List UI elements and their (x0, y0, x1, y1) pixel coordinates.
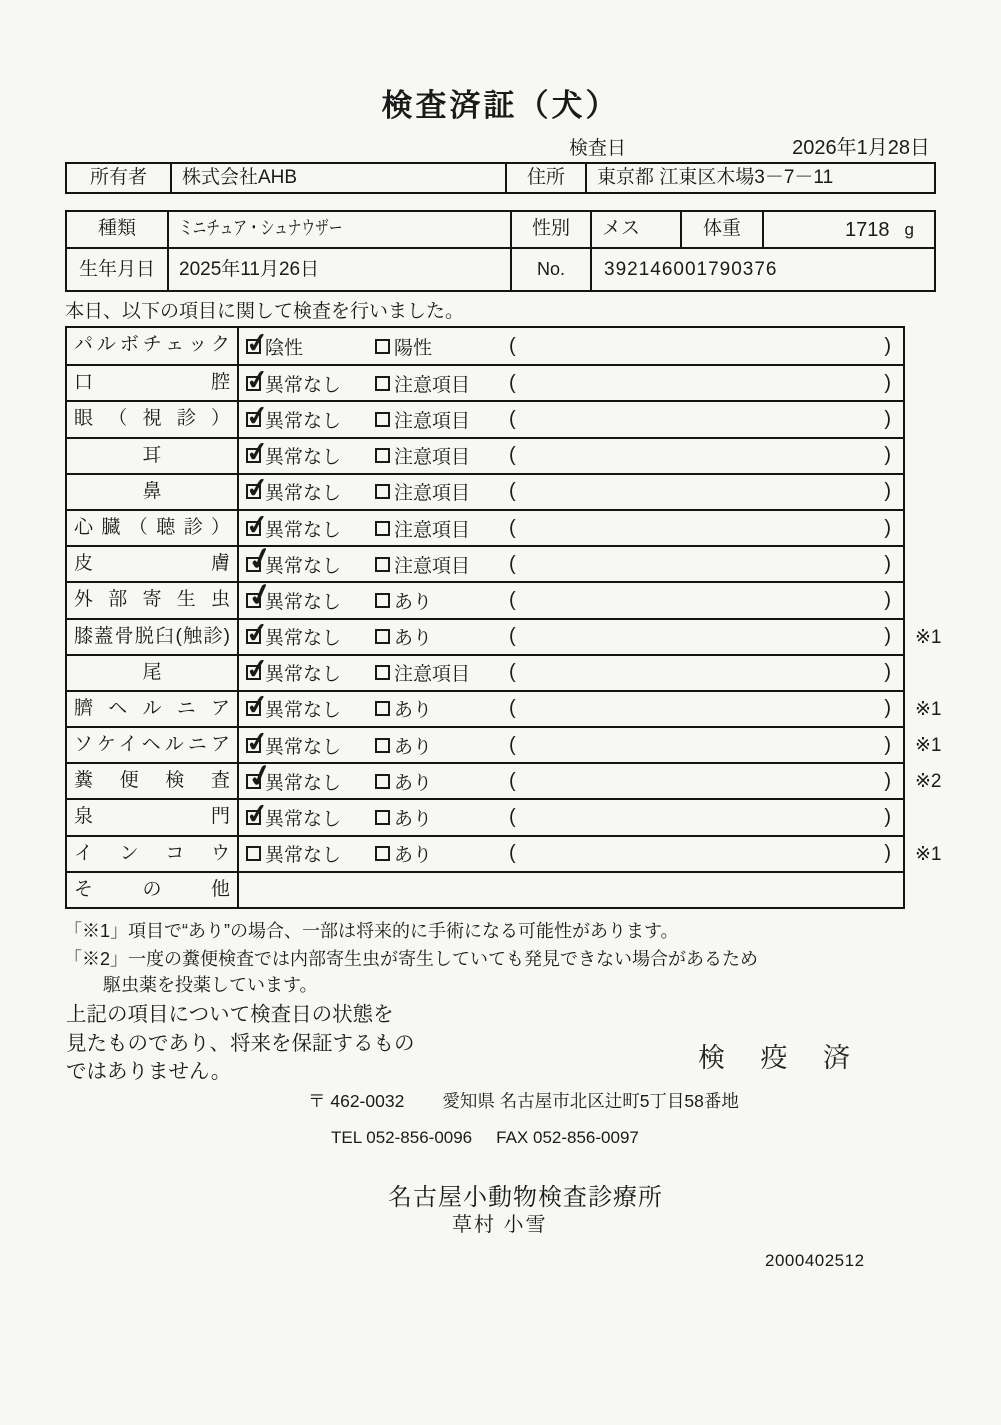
paren-close: ) (884, 842, 891, 865)
address-label: 住所 (507, 164, 587, 192)
checkbox-caution[interactable] (375, 376, 390, 391)
paren-open: ( (509, 588, 516, 611)
inspection-date-label: 検査日 (569, 138, 627, 159)
owner-row (67, 164, 934, 192)
row-content: ✓ 異常なし 注意項目 ( ) (239, 511, 903, 545)
disclaimer-line1: 上記の項目について検査日の状態を (66, 1003, 394, 1026)
checkbox-negative[interactable] (246, 339, 261, 354)
item-label: 泉門 (67, 800, 239, 834)
row-inguinal-hernia (67, 726, 942, 762)
footnote-marker: ※1 (915, 843, 942, 865)
paren-close: ) (884, 806, 891, 829)
checkbox-present[interactable] (375, 629, 390, 644)
row-content: ✓ 異常なし あり ( ) (239, 620, 903, 654)
checkbox-no-abnormality[interactable] (246, 810, 261, 825)
checkbox-present[interactable] (375, 738, 390, 753)
row-inkou (67, 835, 942, 871)
paren-close: ) (884, 444, 891, 467)
item-label: 尾 (67, 656, 239, 690)
paren-open: ( (509, 552, 516, 575)
row-tail (67, 654, 903, 690)
checkbox-no-abnormality[interactable] (246, 521, 261, 536)
clinic-address-line (308, 1088, 739, 1113)
animal-table (65, 210, 936, 292)
checkbox-no-abnormality[interactable] (246, 593, 261, 608)
paren-open: ( (509, 661, 516, 684)
row-external-parasites (67, 581, 903, 617)
paren-open: ( (509, 334, 516, 357)
paren-open: ( (509, 371, 516, 394)
item-label: 臍ヘルニア (67, 692, 239, 726)
item-label: インコウ (67, 837, 239, 871)
weight-unit: g (904, 219, 914, 239)
footnote-2-line2: 駆虫薬を投薬しています。 (103, 975, 318, 995)
row-content: ✓ 異常なし あり ( ) (239, 583, 903, 617)
disclaimer-line3: ではありません。 (66, 1060, 232, 1083)
footnote-marker: ※2 (915, 771, 942, 793)
checkbox-caution[interactable] (375, 448, 390, 463)
checkbox-caution[interactable] (375, 484, 390, 499)
sex-label: 性別 (512, 212, 592, 247)
paren-open: ( (509, 625, 516, 648)
row-content: ✓ 異常なし あり ( ) (239, 764, 903, 798)
paren-open: ( (509, 444, 516, 467)
owner-label: 所有者 (67, 164, 172, 192)
row-content: 異常なし あり ( ) (239, 837, 903, 871)
statement-line: 本日、以下の項目に関して検査を行いました。 (65, 301, 465, 322)
paren-open: ( (509, 697, 516, 720)
item-label: 口腔 (67, 366, 239, 400)
footnote-marker: ※1 (915, 698, 942, 720)
clinic-fax: FAX 052-856-0097 (496, 1128, 639, 1147)
checkbox-no-abnormality[interactable] (246, 665, 261, 680)
item-label: 皮膚 (67, 547, 239, 581)
weight-number: 1718 (845, 218, 890, 241)
item-label: パルボチェック (67, 328, 239, 364)
sex-value: メス (592, 212, 682, 247)
item-label: 心臓（聴診） (67, 511, 239, 545)
row-content: ✓ 異常なし 注意項目 ( ) (239, 475, 903, 509)
paren-open: ( (509, 733, 516, 756)
paren-open: ( (509, 407, 516, 430)
row-ears (67, 437, 903, 473)
row-content-empty (239, 873, 903, 907)
item-label: 鼻 (67, 475, 239, 509)
checkbox-present[interactable] (375, 774, 390, 789)
footnote-2-line1: 「※2」一度の糞便検査では内部寄生虫が寄生していても発見できない場合があるため (64, 949, 759, 969)
clinic-name: 名古屋小動物検査診療所 (388, 1184, 663, 1211)
animal-row-1 (67, 212, 934, 249)
footnote-marker: ※1 (915, 626, 942, 648)
footnote-marker: ※1 (915, 735, 942, 757)
birthdate-label: 生年月日 (67, 249, 169, 290)
document-number: 2000402512 (765, 1251, 865, 1270)
clinic-address: 愛知県 名古屋市北区辻町5丁目58番地 (442, 1091, 739, 1111)
paren-open: ( (509, 842, 516, 865)
checkbox-no-abnormality[interactable] (246, 376, 261, 391)
paren-open: ( (509, 769, 516, 792)
item-label: その他 (67, 873, 239, 907)
owner-address: 東京都 江東区木場3－7－11 (597, 167, 834, 188)
checkbox-present[interactable] (375, 810, 390, 825)
paren-close: ) (884, 552, 891, 575)
checkbox-caution[interactable] (375, 557, 390, 572)
row-content: ✓ 異常なし あり ( ) (239, 692, 903, 726)
row-content: ✓ 陰性 陽性 ( ) (239, 328, 903, 364)
item-label: 眼（視診） (67, 402, 239, 436)
clinic-contact-line (331, 1128, 639, 1148)
item-label: 糞便検査 (67, 764, 239, 798)
paren-close: ) (884, 516, 891, 539)
clinic-tel: TEL 052-856-0096 (331, 1128, 473, 1147)
row-fontanelle (67, 798, 903, 834)
checkbox-no-abnormality[interactable] (246, 484, 261, 499)
paren-close: ) (884, 480, 891, 503)
paren-close: ) (884, 334, 891, 357)
row-eyes (67, 400, 903, 436)
page-title: 検査済証（犬） (381, 88, 620, 123)
row-content: ✓ 異常なし 注意項目 ( ) (239, 366, 903, 400)
weight-value (764, 212, 934, 247)
checkbox-present[interactable] (375, 593, 390, 608)
paren-open: ( (509, 806, 516, 829)
checkbox-caution[interactable] (375, 665, 390, 680)
owner-table (65, 162, 936, 194)
checkbox-no-abnormality[interactable] (246, 774, 261, 789)
paren-close: ) (884, 769, 891, 792)
item-label: 外部寄生虫 (67, 583, 239, 617)
quarantine-stamp: 検 疫 済 (698, 1043, 865, 1073)
paren-open: ( (509, 516, 516, 539)
checkbox-no-abnormality[interactable] (246, 629, 261, 644)
checkbox-no-abnormality[interactable] (246, 412, 261, 427)
paren-close: ) (884, 697, 891, 720)
birthdate-value: 2025年11月26日 (169, 249, 512, 290)
footnote-1: 「※1」項目で“あり”の場合、一部は将来的に手術になる可能性があります。 (64, 921, 679, 941)
inspection-date-value: 2026年1月28日 (792, 137, 930, 159)
row-content: ✓ 異常なし 注意項目 ( ) (239, 402, 903, 436)
row-umbilical-hernia (67, 690, 942, 726)
item-label: ソケイヘルニア (67, 728, 239, 762)
checkbox-no-abnormality[interactable] (246, 701, 261, 716)
animal-row-2 (67, 249, 934, 290)
row-content: ✓ 異常なし あり ( ) (239, 728, 903, 762)
row-content: ✓ 異常なし 注意項目 ( ) (239, 656, 903, 690)
breed-label: 種類 (67, 212, 169, 247)
row-patella (67, 618, 942, 654)
checkbox-caution[interactable] (375, 412, 390, 427)
item-label: 耳 (67, 439, 239, 473)
paren-close: ) (884, 625, 891, 648)
row-oral-cavity (67, 364, 903, 400)
row-content: ✓ 異常なし 注意項目 ( ) (239, 547, 903, 581)
disclaimer-line2: 見たものであり、将来を保証するもの (66, 1031, 415, 1055)
checkbox-positive[interactable] (375, 339, 390, 354)
row-content: ✓ 異常なし 注意項目 ( ) (239, 439, 903, 473)
row-heart (67, 509, 903, 545)
inspection-table (65, 326, 942, 909)
paren-open: ( (509, 480, 516, 503)
id-number-value: 392146001790376 (604, 259, 778, 280)
paren-close: ) (884, 733, 891, 756)
breed-value: ミニチュア・シュナウザー (169, 212, 512, 247)
row-fecal-exam (67, 762, 942, 798)
checkbox-present[interactable] (375, 846, 390, 861)
paren-close: ) (884, 371, 891, 394)
paren-close: ) (884, 588, 891, 611)
checkbox-caution[interactable] (375, 521, 390, 536)
row-skin (67, 545, 903, 581)
checkbox-no-abnormality[interactable] (246, 448, 261, 463)
veterinarian-name: 草村 小雪 (452, 1214, 548, 1236)
checkbox-no-abnormality[interactable] (246, 846, 261, 861)
owner-name: 株式会社AHB (172, 164, 507, 192)
paren-close: ) (884, 407, 891, 430)
number-label: No. (512, 249, 592, 290)
item-label: 膝蓋骨脱臼(触診) (67, 620, 239, 654)
row-parvo-check (67, 328, 903, 364)
clinic-postal-code: 〒 462-0032 (308, 1091, 405, 1111)
checkbox-no-abnormality[interactable] (246, 557, 261, 572)
weight-label: 体重 (682, 212, 764, 247)
row-content: ✓ 異常なし あり ( ) (239, 800, 903, 834)
checkbox-present[interactable] (375, 701, 390, 716)
checkbox-no-abnormality[interactable] (246, 738, 261, 753)
row-nose (67, 473, 903, 509)
disclaimer (66, 1001, 415, 1087)
paren-close: ) (884, 661, 891, 684)
row-other (67, 871, 903, 907)
